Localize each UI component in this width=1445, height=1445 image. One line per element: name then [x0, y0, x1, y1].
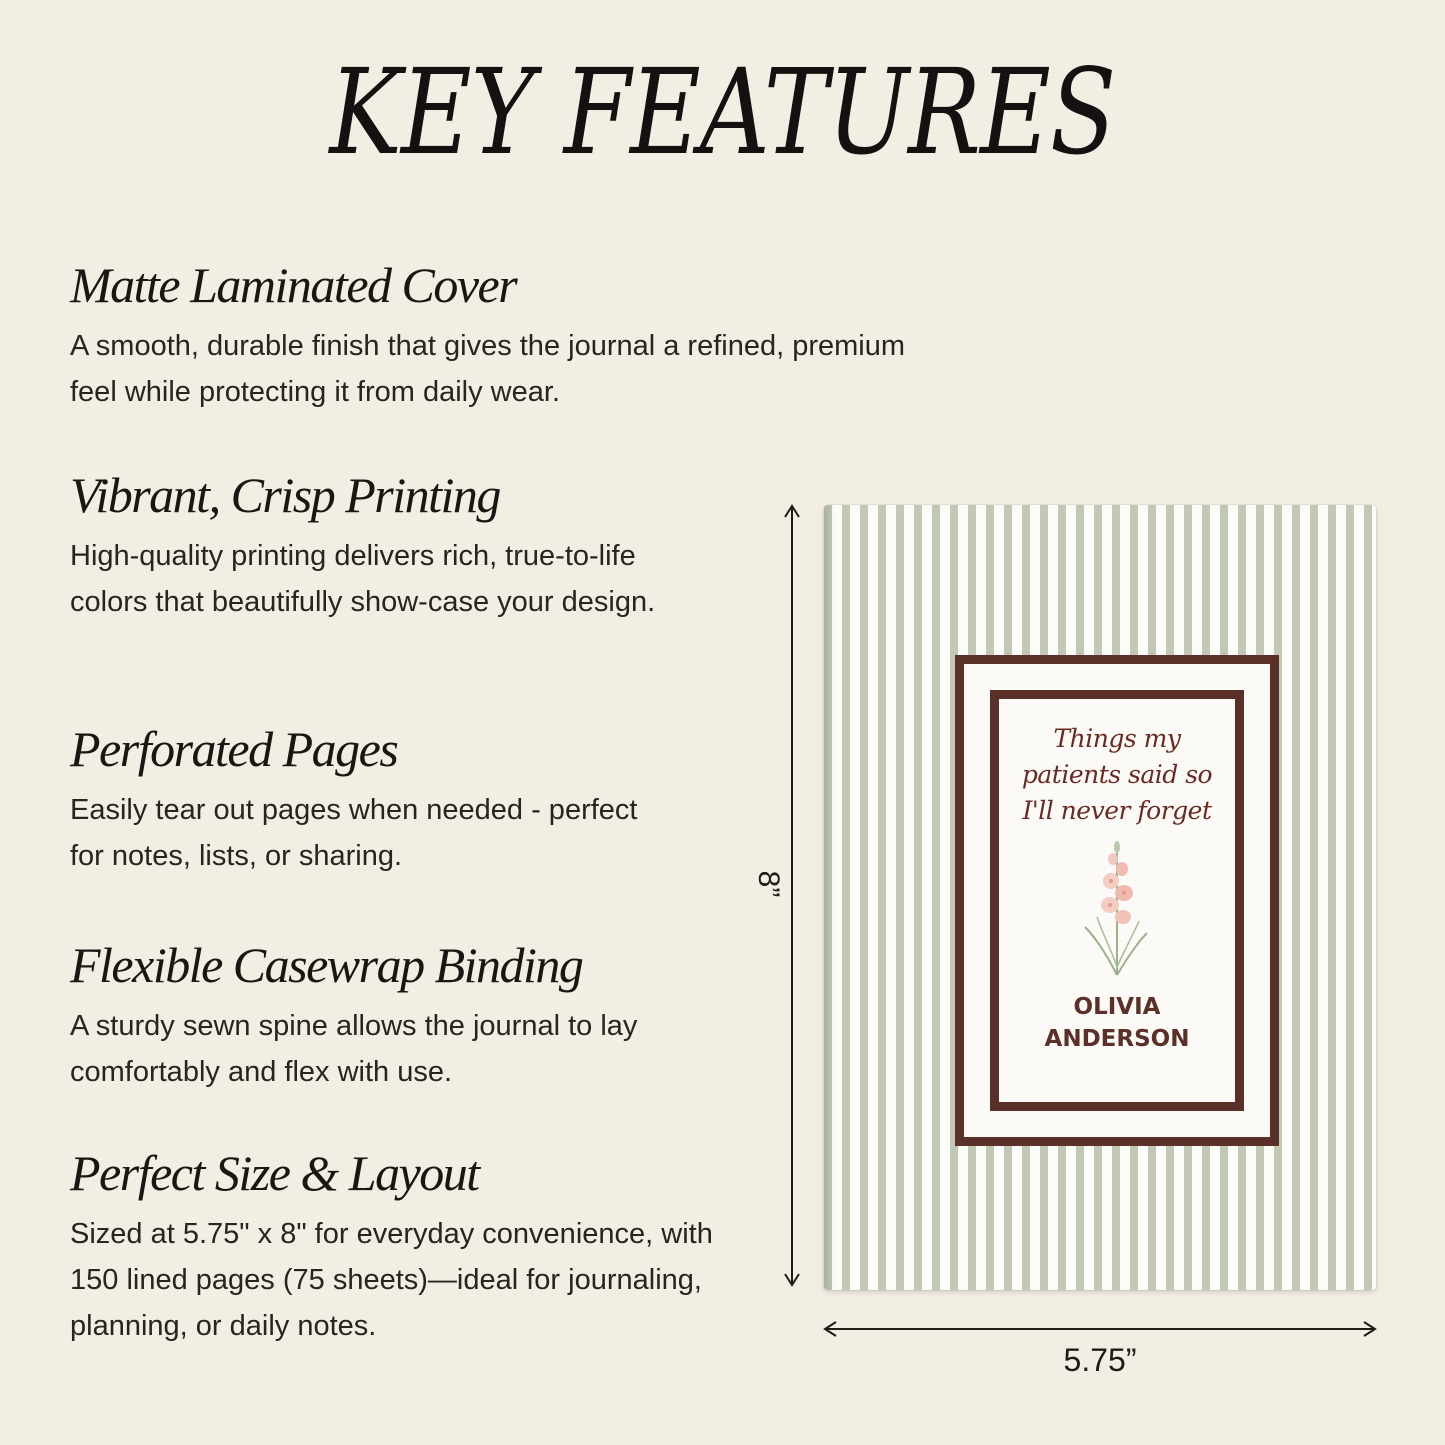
journal-book-mockup: [824, 505, 1376, 1290]
script-line: I'll never forget: [1022, 796, 1212, 825]
name-line: OLIVIA: [1073, 994, 1161, 1020]
book-spine-shadow: [824, 505, 834, 1290]
height-dimension-label: 8”: [752, 870, 785, 898]
feature-description: A smooth, durable finish that gives the journal a refined, premium feel while protecting it from daily wear.: [70, 330, 906, 408]
feature-heading: Matte Laminated Cover: [70, 257, 517, 313]
name-line: ANDERSON: [1044, 1026, 1190, 1052]
feature-description: Sized at 5.75" x 8" for everyday convenience, with 150 lined pages (75 sheets)—ideal for journaling, planning, or daily notes.: [70, 1218, 713, 1342]
book-cover-label: [955, 655, 1279, 1146]
width-dimension-arrow: [822, 1320, 1378, 1338]
feature-heading: Perfect Size & Layout: [70, 1145, 479, 1201]
script-line: patients said so: [1021, 760, 1213, 789]
feature-perforated: [70, 722, 650, 879]
width-dimension-label: 5.75”: [1063, 1342, 1137, 1378]
gladiolus-flower-icon: [1077, 837, 1157, 977]
feature-description: A sturdy sewn spine allows the journal to lay comfortably and flex with use.: [70, 1010, 638, 1088]
book-personalized-name: [999, 991, 1235, 1055]
feature-matte-cover: [70, 258, 930, 415]
feature-size-layout: [70, 1146, 760, 1349]
book-script-title: [999, 721, 1235, 829]
feature-binding: [70, 938, 690, 1095]
book-cover-label-inner: [990, 690, 1244, 1111]
feature-heading: Vibrant, Crisp Printing: [70, 467, 500, 523]
script-line: Things my: [1053, 724, 1181, 753]
feature-heading: Flexible Casewrap Binding: [70, 937, 583, 993]
page-title: KEY FEATURES: [329, 43, 1116, 181]
feature-description: High-quality printing delivers rich, true-to-life colors that beautifully show-case your design.: [70, 540, 656, 618]
feature-heading: Perforated Pages: [70, 721, 398, 777]
feature-printing: [70, 468, 670, 625]
feature-description: Easily tear out pages when needed - perfect for notes, lists, or sharing.: [70, 794, 638, 872]
